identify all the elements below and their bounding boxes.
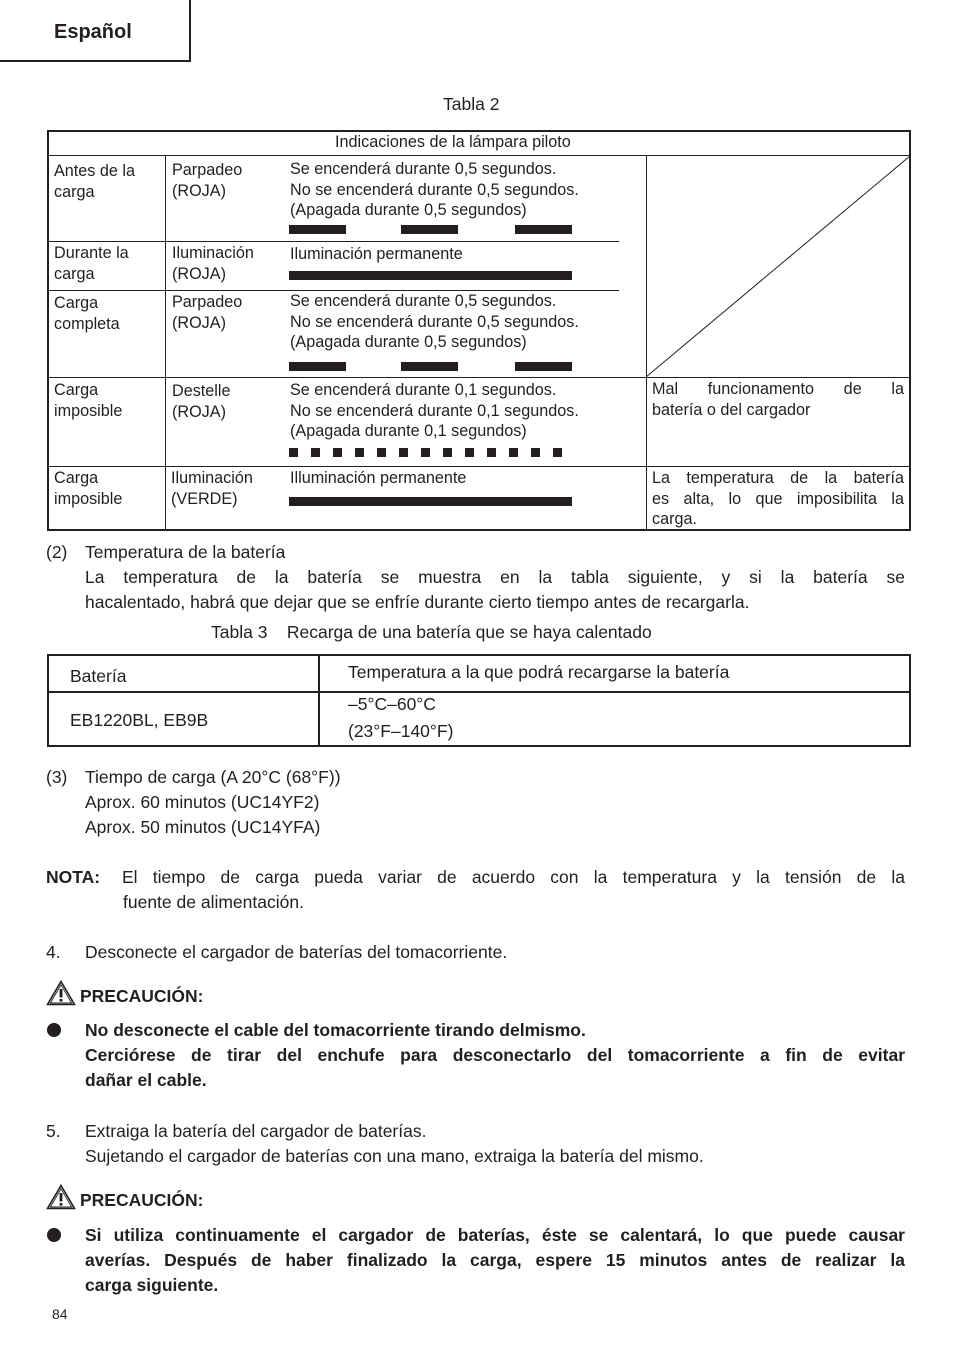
nota-text: El tiempo de carga pueda variar de acuerdo con la temperatura y la tensión de la fuente de alimentación. <box>122 867 905 912</box>
caution2-label: PRECAUCIÓN: <box>80 1190 204 1210</box>
table3-temp-c: –5°C–60°C <box>348 694 436 714</box>
table3-col2-header: Temperatura a la que podrá recargarse la batería <box>348 662 730 682</box>
caution1-label: PRECAUCIÓN: <box>80 986 204 1006</box>
row3-lamp: Parpadeo (ROJA) <box>172 293 243 332</box>
step4-number: 4. <box>46 942 61 962</box>
caution1-bullet <box>47 1023 61 1037</box>
language-tab <box>0 0 191 62</box>
section3-number: (3) <box>46 767 68 787</box>
table3-battery: EB1220BL, EB9B <box>70 710 209 730</box>
language-label: Español <box>54 21 132 43</box>
table3-caption: Tabla 3 Recarga de una batería que se haya calentado <box>211 622 652 642</box>
section2-title: Temperatura de la batería <box>85 542 286 562</box>
row5-note: La temperatura de la batería es alta, lo que imposibilita la carga. <box>652 469 904 528</box>
table3-temp-f: (23°F–140°F) <box>348 721 454 741</box>
caution2-text: Si utiliza continuamente el cargador de baterías, éste se calentará, lo que puede causar averías. Después de haber finalizado la carga, espere 15 minutos antes de realizar la carga siguiente. <box>85 1225 905 1295</box>
row2-solid-pattern <box>289 271 572 280</box>
row4-note: Mal funcionamento de la batería o del cargador <box>652 380 904 419</box>
table2-header: Indicaciones de la lámpara piloto <box>335 133 571 151</box>
row5-lamp: Iluminación (VERDE) <box>171 469 253 508</box>
table2-caption: Tabla 2 <box>443 94 500 114</box>
row5-solid-pattern <box>289 497 572 506</box>
row4-desc: Se encenderá durante 0,1 segundos. No se encenderá durante 0,1 segundos. (Apagada durante 0,1 segundos) <box>290 381 579 440</box>
row2-lamp: Iluminación (ROJA) <box>172 244 254 283</box>
row5-desc: Illuminación permanente <box>290 469 467 487</box>
row1-desc: Se encenderá durante 0,5 segundos. No se encenderá durante 0,5 segundos. (Apagada durante 0,5 segundos) <box>290 160 579 219</box>
section3-line2: Aprox. 50 minutos (UC14YFA) <box>85 817 321 837</box>
caution1-text: No desconecte el cable del tomacorriente tirando delmismo. Cerciórese de tirar del enchufe para desconectarlo del tomacorriente a fin de evitar dañar el cable. <box>85 1020 905 1090</box>
caution2-bullet <box>47 1228 61 1242</box>
row3-desc: Se encenderá durante 0,5 segundos. No se encenderá durante 0,5 segundos. (Apagada durante 0,5 segundos) <box>290 292 579 351</box>
page-number: 84 <box>52 1306 68 1322</box>
table3-col1-header: Batería <box>70 666 127 686</box>
section2-number: (2) <box>46 542 68 562</box>
row5-state: Carga imposible <box>54 469 123 508</box>
section3-title: Tiempo de carga (A 20°C (68°F)) <box>85 767 341 787</box>
row1-lamp: Parpadeo (ROJA) <box>172 161 243 200</box>
row4-flash-pattern <box>289 448 573 457</box>
step5-text: Extraiga la batería del cargador de baterías. Sujetando el cargador de baterías con una mano, extraiga la batería del mismo. <box>85 1121 704 1166</box>
section2-body: La temperatura de la batería se muestra en la tabla siguiente, y si la batería se hacalentado, habrá que dejar que se enfríe durante cierto tiempo antes de recargarla. <box>85 567 905 612</box>
row4-lamp: Destelle (ROJA) <box>172 382 231 421</box>
step5-number: 5. <box>46 1121 61 1141</box>
row2-desc: Iluminación permanente <box>290 245 463 263</box>
step4-text: Desconecte el cargador de baterías del tomacorriente. <box>85 942 508 962</box>
row1-state: Antes de la carga <box>54 162 135 201</box>
warning-triangle-icon <box>46 1184 76 1210</box>
row4-state: Carga imposible <box>54 381 123 420</box>
row2-state: Durante la carga <box>54 244 129 283</box>
warning-triangle-icon <box>46 980 76 1006</box>
nota-label: NOTA: <box>46 867 101 887</box>
row3-state: Carga completa <box>54 294 120 333</box>
empty-cell-diagonal <box>646 156 910 377</box>
section3-line1: Aprox. 60 minutos (UC14YF2) <box>85 792 320 812</box>
